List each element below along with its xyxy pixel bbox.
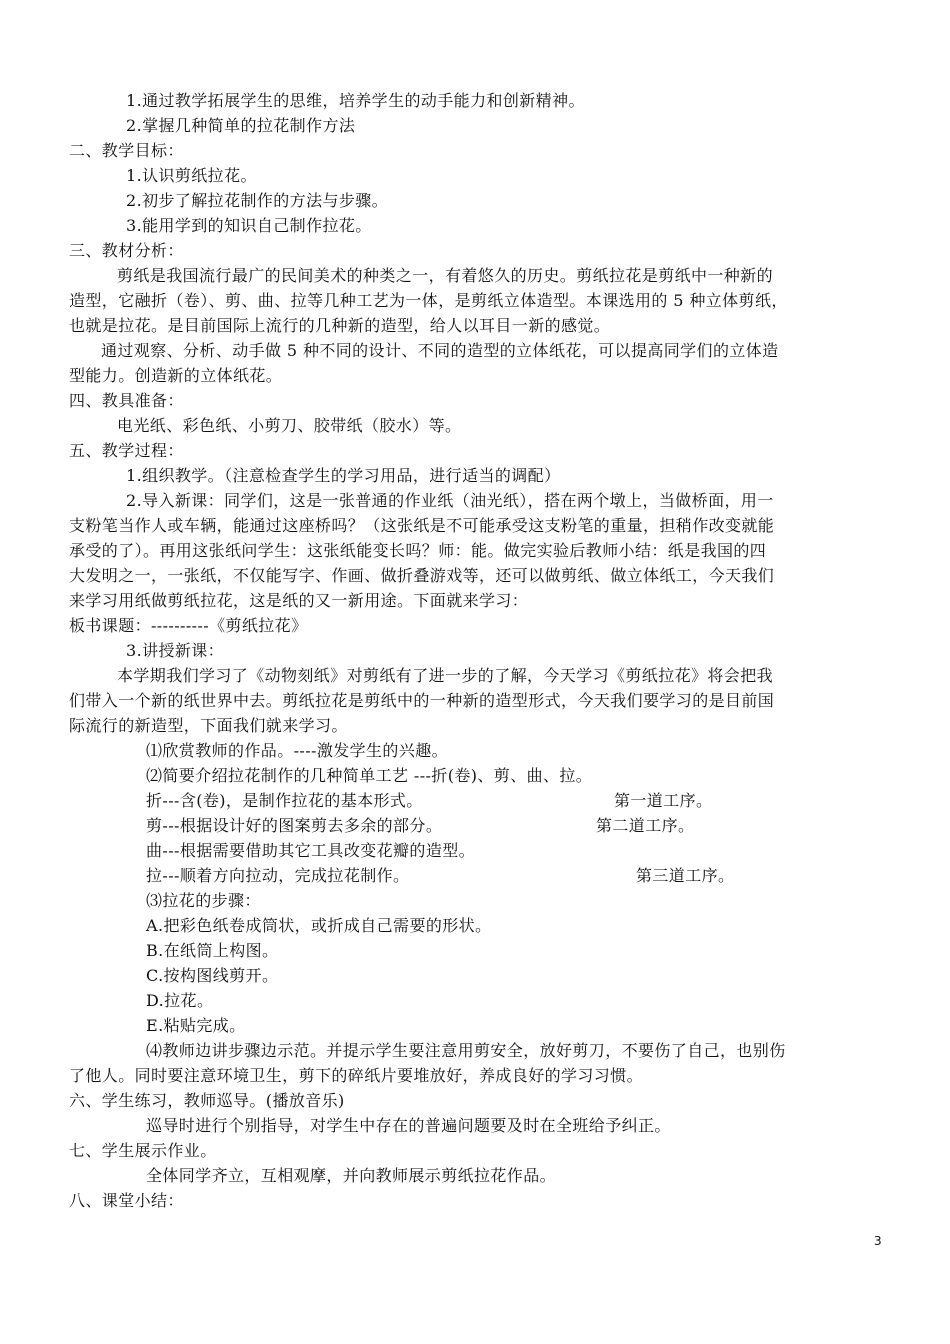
text-line: 2.导入新课：同学们，这是一张普通的作业纸（油光纸），搭在两个墩上，当做桥面，用一 — [126, 491, 774, 510]
section-heading: 七、学生展示作业。 — [69, 1141, 217, 1160]
text-line: 支粉笔当作人或车辆，能通过这座桥吗？（这张纸是不可能承受这支粉笔的重量，担稍作改变就能 — [69, 516, 775, 535]
text-line: B.在纸筒上构图。 — [146, 941, 279, 960]
text-line: 2.初步了解拉花制作的方法与步骤。 — [126, 191, 389, 210]
text-line: 曲---根据需要借助其它工具改变花瓣的造型。 — [146, 841, 476, 860]
section-heading: 二、教学目标： — [69, 141, 184, 160]
text-line: 通过观察、分析、动手做 5 种不同的设计、不同的造型的立体纸花，可以提高同学们的立体造 — [101, 341, 779, 360]
text-line: 巡导时进行个别指导，对学生中存在的普遍问题要及时在全班给予纠正。 — [146, 1116, 671, 1135]
text-line: 1.通过教学拓展学生的思维，培养学生的动手能力和创新精神。 — [126, 91, 585, 110]
text-line: 1.认识剪纸拉花。 — [126, 166, 257, 185]
text-line: 全体同学齐立，互相观摩，并向教师展示剪纸拉花作品。 — [146, 1166, 557, 1185]
text-line: 型能力。创造新的立体纸花。 — [69, 366, 283, 385]
text-line: 也就是拉花。是目前国际上流行的几种新的造型，给人以耳目一新的感觉。 — [69, 316, 611, 335]
process-step-label: 第三道工序。 — [636, 866, 735, 885]
page-number: 3 — [874, 1234, 882, 1248]
text-line: 板书课题：----------《剪纸拉花》 — [69, 616, 308, 635]
text-line: 剪---根据设计好的图案剪去多余的部分。 — [146, 816, 443, 835]
text-line: ⑶拉花的步骤： — [146, 891, 261, 910]
text-line: 2.掌握几种简单的拉花制作方法 — [126, 116, 356, 135]
section-heading: 五、教学过程： — [69, 441, 184, 460]
text-line: 承受的了）。再用这张纸问学生：这张纸能变长吗？师：能。做完实验后教师小结：纸是我国的四 — [69, 541, 767, 560]
text-line: 造型，它融折（卷）、剪、曲、拉等几种工艺为一体，是剪纸立体造型。本课选用的 5 种立体剪纸， — [69, 291, 788, 310]
text-line: 剪纸是我国流行最广的民间美术的种类之一，有着悠久的历史。剪纸拉花是剪纸中一种新的 — [117, 266, 774, 285]
text-line: C.按构图线剪开。 — [146, 966, 279, 985]
text-line: ⑷教师边讲步骤边示范。并提示学生要注意用剪安全，放好剪刀，不要伤了自己，也别伤 — [146, 1041, 786, 1060]
text-line: 本学期我们学习了《动物刻纸》对剪纸有了进一步的了解，今天学习《剪纸拉花》将会把我 — [117, 666, 774, 685]
text-line: D.拉花。 — [146, 991, 214, 1010]
text-line: 拉---顺着方向拉动，完成拉花制作。 — [146, 866, 410, 885]
text-line: 们带入一个新的纸世界中去。剪纸拉花是剪纸中的一种新的造型形式，今天我们要学习的是目前国 — [69, 691, 775, 710]
text-line: 3.讲授新课： — [126, 641, 225, 660]
text-line: 折---含(卷)，是制作拉花的基本形式。 — [146, 791, 423, 810]
text-line: ⑴欣赏教师的作品。----激发学生的兴趣。 — [146, 741, 449, 760]
text-line: 大发明之一，一张纸，不仅能写字、作画、做折叠游戏等，还可以做剪纸、做立体纸工，今天我们 — [69, 566, 775, 585]
text-line: 来学习用纸做剪纸拉花，这是纸的又一新用途。下面就来学习： — [69, 591, 529, 610]
text-line: E.粘贴完成。 — [146, 1016, 246, 1035]
process-step-label: 第一道工序。 — [614, 791, 713, 810]
text-line: 了他人。同时要注意环境卫生，剪下的碎纸片要堆放好，养成良好的学习习惯。 — [69, 1066, 644, 1085]
text-line: 1.组织教学。（注意检查学生的学习用品，进行适当的调配） — [126, 466, 561, 485]
text-line: 电光纸、彩色纸、小剪刀、胶带纸（胶水）等。 — [117, 416, 462, 435]
text-line: A.把彩色纸卷成筒状，或折成自己需要的形状。 — [146, 916, 492, 935]
section-heading: 八、课堂小结： — [69, 1191, 184, 1210]
section-heading: 三、教材分析： — [69, 241, 184, 260]
text-line: 际流行的新造型，下面我们就来学习。 — [69, 716, 348, 735]
section-heading: 四、教具准备： — [69, 391, 184, 410]
section-heading: 六、学生练习，教师巡导。(播放音乐) — [69, 1091, 345, 1110]
text-line: 3.能用学到的知识自己制作拉花。 — [126, 216, 372, 235]
text-line: ⑵简要介绍拉花制作的几种简单工艺 ---折(卷)、剪、曲、拉。 — [146, 766, 593, 785]
process-step-label: 第二道工序。 — [596, 816, 695, 835]
